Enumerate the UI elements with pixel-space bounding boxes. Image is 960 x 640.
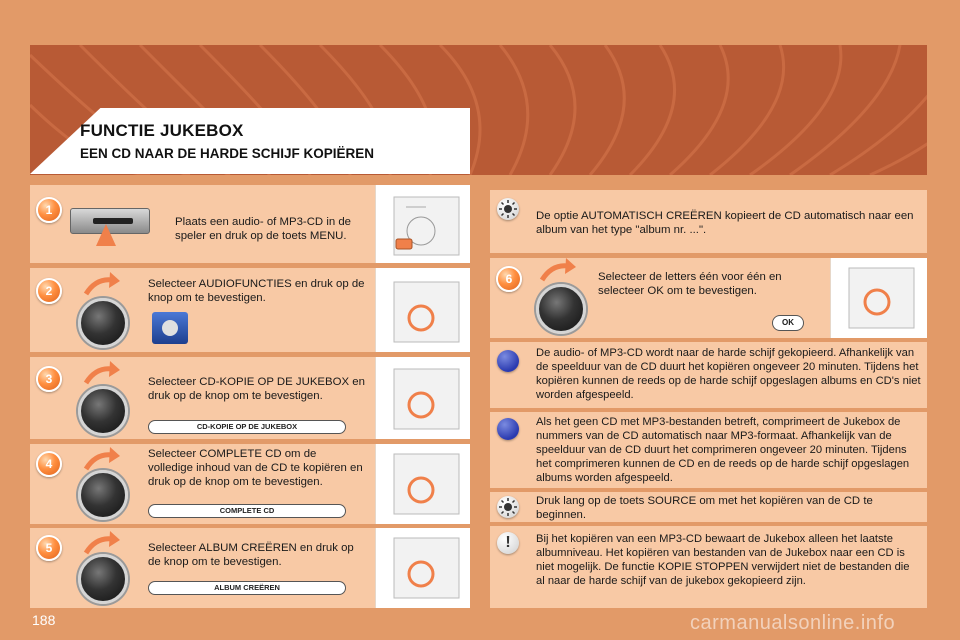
step-5-knob [78,554,128,604]
step-2-console [375,268,470,352]
step-1-console [375,185,470,263]
ok-label: OK [772,315,804,331]
warning-icon: ! [497,532,519,554]
turn-arrow-icon [82,272,122,298]
step-6-console [830,258,927,338]
turn-arrow-icon [82,361,122,387]
step-4-knob [78,470,128,520]
step-5-badge: 5 [36,535,62,561]
step-6-badge: 6 [496,266,522,292]
copy-info-text: De audio- of MP3-CD wordt naar de harde schijf gekopieerd. Afhankelijk van de speelduur van de CD duurt het kopiëren ongeveer 20 minuten. Tijdens het kopiëren kunnen de reeds op de harde schijf opgeslagen albums en CD's niet worden afgespeeld. [536,347,921,401]
step-2-text: Selecteer AUDIOFUNCTIES en druk op de knop om te bevestigen. [148,278,365,304]
step-5-text: Selecteer ALBUM CREËREN en druk op de knop om te bevestigen. [148,542,354,568]
step-4-console [375,444,470,524]
step-3-text: Selecteer CD-KOPIE OP DE JUKEBOX en druk op de knop om te bevestigen. [148,376,365,402]
auto-create-text: De optie AUTOMATISCH CREËREN kopieert de CD automatisch naar een album van het type "album nr. ...". [536,210,914,236]
step-3-badge: 3 [36,366,62,392]
source-tip-text: Druk lang op de toets SOURCE om met het kopiëren van de CD te beginnen. [536,495,873,521]
info-icon [497,350,519,372]
step-4-badge: 4 [36,451,62,477]
step-6-knob [536,284,586,334]
turn-arrow-icon [538,258,578,284]
screen-label-cd-copy: CD-KOPIE OP DE JUKEBOX [148,420,346,434]
page-title: FUNCTIE JUKEBOX [80,121,244,140]
compress-info-text: Als het geen CD met MP3-bestanden betreft, comprimeert de Jukebox de nummers van de CD automatisch naar MP3-formaat. Afhankelijk van de speelduur van de CD duurt het comprimeren ongeveer 20 minuten. Tijdens het comprimeren kunnen de CD en de reeds op de harde schijf opgeslagen albums worden afgespeeld. [536,416,910,484]
step-5-console [375,528,470,608]
step-3-knob [78,386,128,436]
screen-label-album-create: ALBUM CREËREN [148,581,346,595]
title-box [30,108,470,174]
step-6-text: Selecteer de letters één voor één en selecteer OK om te bevestigen. [598,271,782,297]
step-1-text: Plaats een audio- of MP3-CD in de speler en druk op de toets MENU. [175,216,352,242]
step-2-knob [78,298,128,348]
lightbulb-icon [497,198,519,220]
insert-arrow-icon [96,224,116,246]
audio-functions-icon [152,312,188,344]
lightbulb-icon [497,496,519,518]
page-number: 188 [32,612,56,628]
step-2-badge: 2 [36,278,62,304]
step-4-text: Selecteer COMPLETE CD om de volledige inhoud van de CD te kopiëren en druk op de knop om te bevestigen. [148,448,363,488]
console-menu-illustration [376,185,471,263]
watermark: carmanualsonline.info [690,612,896,634]
screen-label-complete-cd: COMPLETE CD [148,504,346,518]
page-subtitle: EEN CD NAAR DE HARDE SCHIJF KOPIËREN [80,146,375,161]
step-1-badge: 1 [36,197,62,223]
info-icon [497,418,519,440]
warning-text: Bij het kopiëren van een MP3-CD bewaart de Jukebox alleen het laatste albumniveau. Het kopiëren van bestanden van de Jukebox naar een CD is niet mogelijk. De functie KOPIE STOPPEN verwijdert niet de bestanden die al naar de harde schijf van de jukebox gekopieerd zijn. [536,533,910,587]
step-3-console [375,357,470,439]
